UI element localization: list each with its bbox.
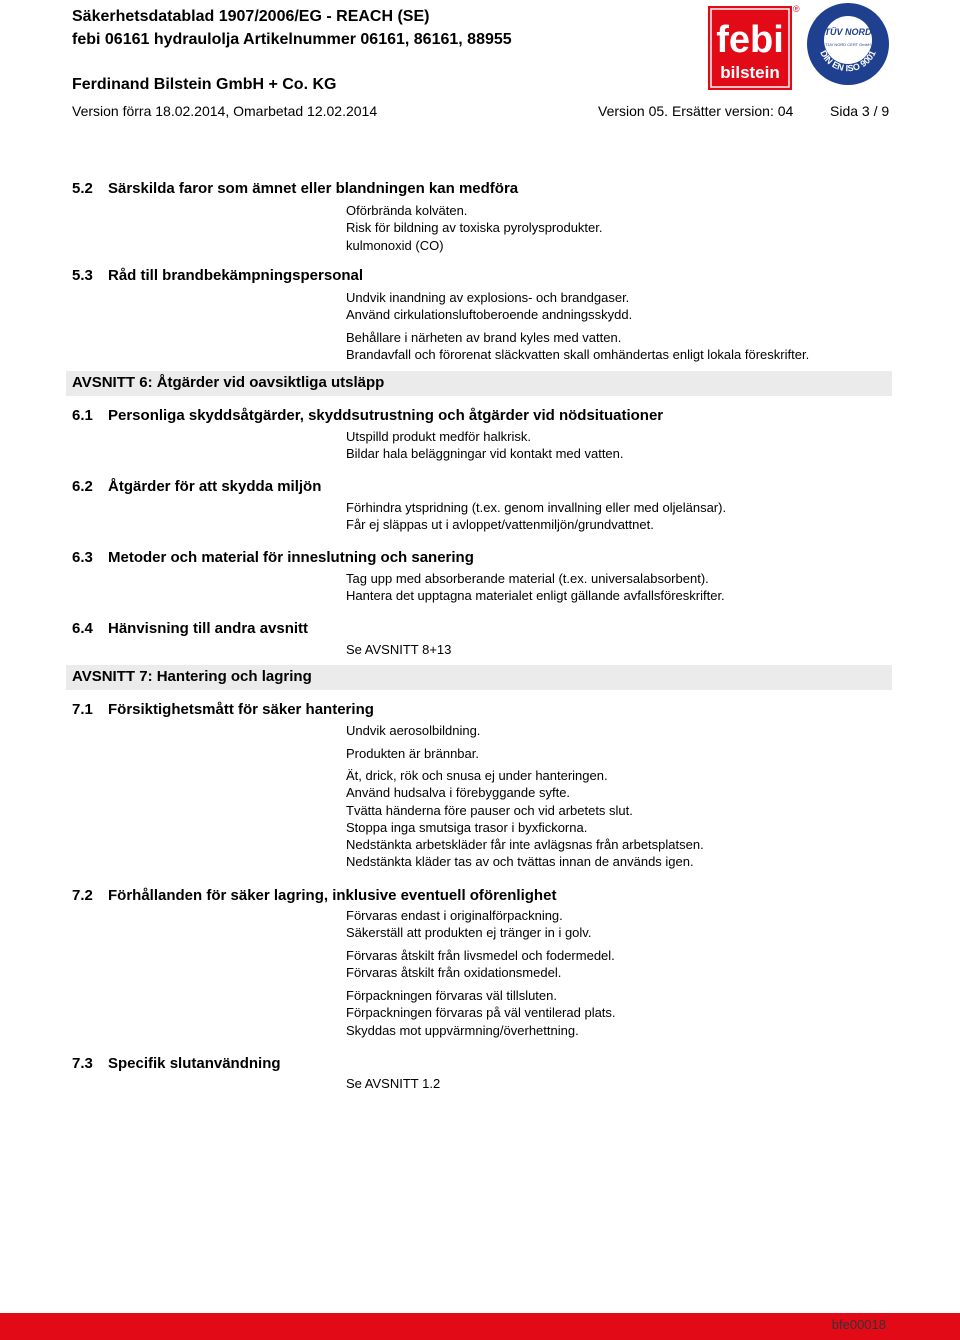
text-line: Får ej släppas ut i avloppet/vattenmiljön/grundvattnet. xyxy=(346,517,654,533)
section-number: 5.2 xyxy=(72,180,93,197)
section-number: 6.1 xyxy=(72,407,93,424)
section-title: Råd till brandbekämpningspersonal xyxy=(108,267,364,284)
header-title: Säkerhetsdatablad 1907/2006/EG - REACH (SE) xyxy=(72,8,430,25)
registered-mark-icon: ® xyxy=(793,4,800,14)
text-line: Förhindra ytspridning (t.ex. genom invallning eller med oljelänsar). xyxy=(346,500,727,515)
text-line: Stoppa inga smutsiga trasor i byxfickorna. xyxy=(346,819,588,835)
header-version-dates: Version förra 18.02.2014, Omarbetad 12.02.2014 xyxy=(72,103,378,119)
section-5-3-text-1 xyxy=(346,289,632,324)
section-number: 6.2 xyxy=(72,478,93,495)
section-6-2-text xyxy=(346,499,726,534)
tuv-logo-text: TÜV NORD xyxy=(824,27,872,37)
section-number: 7.2 xyxy=(72,887,93,904)
text-line: Nedstänkta kläder tas av och tvättas innan de används igen. xyxy=(346,854,694,870)
section-5-2-heading xyxy=(72,180,518,197)
section-number: 7.1 xyxy=(72,701,93,718)
section-5-3-text-2 xyxy=(346,329,809,364)
section-title: Personliga skyddsåtgärder, skyddsutrustning och åtgärder vid nödsituationer xyxy=(108,407,664,424)
section-6-1-text xyxy=(346,428,624,463)
section-title: Åtgärder för att skydda miljön xyxy=(108,478,322,495)
section-7-2-text-2 xyxy=(346,947,615,982)
febi-logo-text: febi xyxy=(716,19,784,61)
section-title: Försiktighetsmått för säker hantering xyxy=(108,701,374,718)
text-line: Tvätta händerna före pauser och vid arbetets slut. xyxy=(346,802,633,818)
text-line: Skyddas mot uppvärmning/överhettning. xyxy=(346,1022,579,1038)
text-line: Nedstänkta arbetskläder får inte avlägsnas från arbetsplatsen. xyxy=(346,837,704,853)
section-title: Förhållanden för säker lagring, inklusive eventuell oförenlighet xyxy=(108,887,557,904)
section-7-2-heading xyxy=(72,887,556,904)
section-6-4-heading xyxy=(72,620,308,637)
section-6-2-heading xyxy=(72,478,321,495)
text-line: Ät, drick, rök och snusa ej under hanteringen. xyxy=(346,768,608,783)
text-line: Använd cirkulationsluftoberoende andningsskydd. xyxy=(346,307,633,323)
section-5-2-text xyxy=(346,202,603,254)
text-line: Oförbrända kolväten. xyxy=(346,203,468,218)
section-5-3-heading xyxy=(72,267,363,284)
text-line: Undvik inandning av explosions- och brandgaser. xyxy=(346,290,630,305)
iso-ring-text: DIN EN ISO 9001 xyxy=(818,48,878,74)
text-line: Förpackningen förvaras väl tillsluten. xyxy=(346,988,557,1003)
text-line: Förpackningen förvaras på väl ventilerad plats. xyxy=(346,1005,616,1021)
bilstein-logo-text: bilstein xyxy=(720,63,780,82)
text-line: Risk för bildning av toxiska pyrolysprodukter. xyxy=(346,220,603,236)
section-7-2-text-3 xyxy=(346,987,616,1039)
text-line: Förvaras åtskilt från livsmedel och fodermedel. xyxy=(346,948,615,963)
section-7-band xyxy=(66,665,892,690)
section-7-1-text-3 xyxy=(346,767,704,871)
footer-bar xyxy=(0,1313,960,1340)
section-7-3-heading xyxy=(72,1055,281,1072)
text-line: Förvaras endast i originalförpackning. xyxy=(346,908,563,923)
section-number: 6.3 xyxy=(72,549,93,566)
text-line: Utspilld produkt medför halkrisk. xyxy=(346,429,531,444)
section-number: 5.3 xyxy=(72,267,93,284)
section-title: Särskilda faror som ämnet eller blandningen kan medföra xyxy=(108,180,519,197)
text-line: kulmonoxid (CO) xyxy=(346,237,444,253)
header-version: Version 05. Ersätter version: 04 xyxy=(598,103,794,119)
section-7-1-text-1: Undvik aerosolbildning. xyxy=(346,723,481,738)
febi-bilstein-logo xyxy=(708,6,792,90)
section-title: Specifik slutanvändning xyxy=(108,1055,281,1072)
text-line: Förvaras åtskilt från oxidationsmedel. xyxy=(346,965,562,981)
text-line: Behållare i närheten av brand kyles med vatten. xyxy=(346,330,622,345)
header-company: Ferdinand Bilstein GmbH + Co. KG xyxy=(72,76,337,93)
text-line: Bildar hala beläggningar vid kontakt med vatten. xyxy=(346,446,624,462)
header-product: febi 06161 hydraulolja Artikelnummer 06161, 86161, 88955 xyxy=(72,31,512,48)
text-line: Brandavfall och förorenat släckvatten skall omhändertas enligt lokala föreskrifter. xyxy=(346,347,810,363)
text-line: Hantera det upptagna materialet enligt gällande avfallsföreskrifter. xyxy=(346,588,725,604)
tuv-sub-text: TÜV NORD CERT GmbH xyxy=(825,42,871,47)
section-title: Hänvisning till andra avsnitt xyxy=(108,620,309,637)
section-7-title: AVSNITT 7: Hantering och lagring xyxy=(72,668,312,685)
section-title: Metoder och material för inneslutning och sanering xyxy=(108,549,474,566)
section-number: 7.3 xyxy=(72,1055,93,1072)
section-6-1-heading xyxy=(72,407,663,424)
section-6-3-heading xyxy=(72,549,474,566)
section-7-3-text: Se AVSNITT 1.2 xyxy=(346,1076,441,1091)
section-6-title: AVSNITT 6: Åtgärder vid oavsiktliga utsläpp xyxy=(72,374,385,391)
section-7-2-text-1 xyxy=(346,907,591,942)
section-7-1-text-2: Produkten är brännbar. xyxy=(346,746,479,761)
footer-document-code: bfe00018 xyxy=(831,1317,886,1332)
text-line: Tag upp med absorberande material (t.ex. universalabsorbent). xyxy=(346,571,709,586)
section-6-4-text: Se AVSNITT 8+13 xyxy=(346,642,452,657)
section-7-1-heading xyxy=(72,701,374,718)
tuv-nord-iso-seal xyxy=(806,2,890,86)
section-6-3-text xyxy=(346,570,725,605)
section-number: 6.4 xyxy=(72,620,93,637)
text-line: Säkerställ att produkten ej tränger in i golv. xyxy=(346,925,592,941)
section-6-band xyxy=(66,371,892,396)
text-line: Använd hudsalva i förebyggande syfte. xyxy=(346,785,571,801)
header-page-number: Sida 3 / 9 xyxy=(830,103,890,119)
